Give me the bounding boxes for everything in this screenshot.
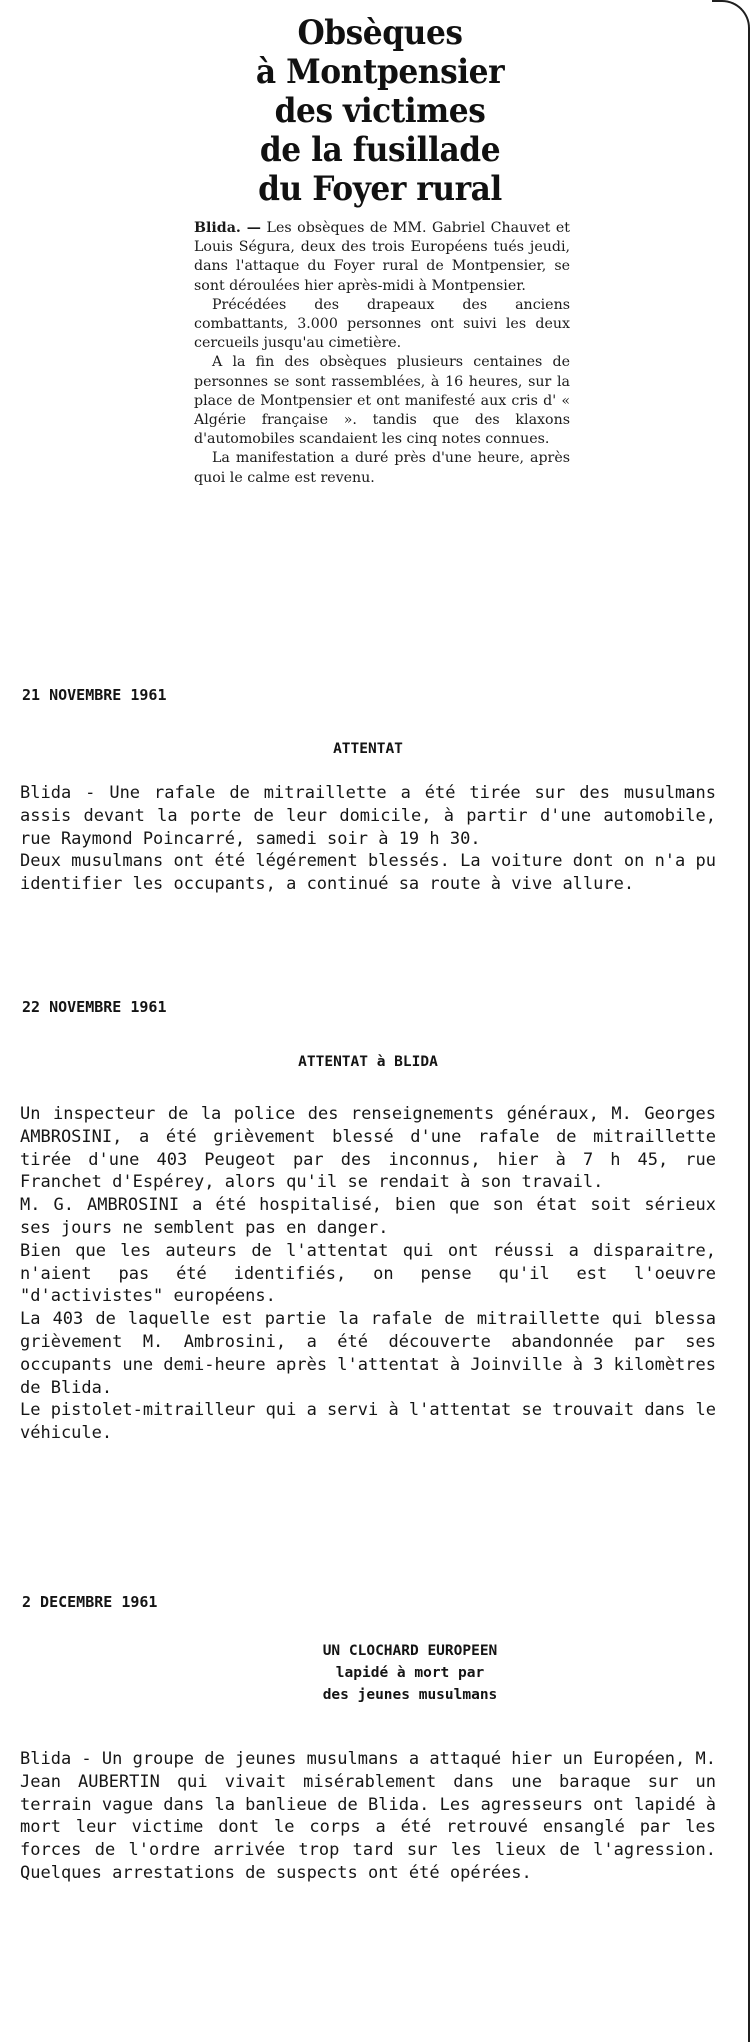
entry-paragraph: Bien que les auteurs de l'attentat qui ont réussi a disparaitre, n'aient pas été identifiés, on pense qu'il est l'oeuvre "d'activistes" européens. — [20, 1240, 716, 1307]
entry-heading-line: ATTENTAT à BLIDA — [298, 1054, 438, 1070]
clipping-place: Blida. — — [194, 220, 261, 236]
entry-heading-line: des jeunes musulmans — [322, 1687, 498, 1703]
entry-paragraph: Blida - Une rafale de mitraillette a été tirée sur des musulmans assis devant la porte de leur domicile, à partir d'une automobile, rue Raymond Poincarré, samedi soir à 19 h 30. — [20, 783, 716, 849]
entry-date: 22 NOVEMBRE 1961 — [22, 998, 167, 1016]
entry-paragraph: Blida - Un groupe de jeunes musulmans a attaqué hier un Européen, M. Jean AUBERTIN qui vivait misérablement dans une baraque sur un terrain vague dans la banlieue de Blida. Les agresseurs ont lapidé à mort leur victime dont le corps a été retrouvé ensanglé par les forces de l'ordre arrivée trop tard sur les lieux de l'agression. Quelques arrestations de suspects ont été opérées. — [20, 1749, 716, 1883]
entry-paragraph: Le pistolet-mitrailleur qui a servi à l'attentat se trouvait dans le véhicule. — [20, 1400, 716, 1444]
entry-heading-line: ATTENTAT — [333, 741, 403, 757]
newspaper-clipping — [190, 14, 570, 488]
entry-text — [20, 1748, 716, 1885]
headline-line: à Montpensier — [255, 52, 505, 92]
entry-heading — [160, 1640, 660, 1706]
entry-heading — [20, 738, 716, 760]
entry-paragraph: Deux musulmans ont été légérement blessés. La voiture dont on n'a pu identifier les occupants, a continué sa route à vive allure. — [20, 851, 716, 895]
entry-paragraph: M. G. AMBROSINI a été hospitalisé, bien que son état soit sérieux ses jours ne semblent pas en danger. — [20, 1195, 716, 1238]
headline-line: Obsèques — [297, 13, 463, 53]
clipping-body — [190, 219, 570, 488]
entry-text — [20, 782, 716, 896]
entry-paragraph: La 403 de laquelle est partie la rafale de mitraillette qui blessa grièvement M. Ambrosini, a été découverte abandonnée par ses occupants une demi-heure après l'attentat à Joinville à 3 kilomètres de Blida. — [20, 1309, 716, 1398]
entry-heading — [20, 1051, 716, 1073]
clipping-paragraph: La manifestation a duré près d'une heure, après quoi le calme est revenu. — [194, 450, 570, 486]
entry-paragraph: Un inspecteur de la police des renseignements généraux, M. Georges AMBROSINI, a été grièvement blessé d'une rafale de mitraillette tirée d'une 403 Peugeot par des inconnus, hier à 7 h 45, rue Franchet d'Espérey, alors qu'il se rendait à son travail. — [20, 1104, 716, 1193]
entry-heading-line: lapidé à mort par — [335, 1665, 485, 1681]
entry-date: 21 NOVEMBRE 1961 — [22, 686, 167, 704]
clipping-paragraph: Blida. — Les obsèques de MM. Gabriel Chauvet et Louis Ségura, deux des trois Européens tués jeudi, dans l'attaque du Foyer rural de Montpensier, se sont déroulées hier après-midi à Montpensier. — [194, 220, 571, 294]
clipping-headline — [190, 14, 570, 209]
headline-line: des victimes — [274, 91, 486, 131]
headline-line: de la fusillade — [259, 130, 501, 170]
page-edge-border — [712, 0, 750, 2042]
entry-text — [20, 1103, 716, 1445]
entry-date: 2 DECEMBRE 1961 — [22, 1593, 158, 1611]
headline-line: du Foyer rural — [258, 169, 502, 209]
clipping-paragraph: A la fin des obsèques plusieurs centaines de personnes se sont rassemblées, à 16 heures, sur la place de Montpensier et ont manifesté aux cris d' « Algérie française ». tandis que des klaxons d'automobiles scandaient les cinq notes connues. — [194, 354, 570, 448]
clipping-paragraph: Précédées des drapeaux des anciens combattants, 3.000 personnes ont suivi les deux cercueils jusqu'au cimetière. — [194, 296, 570, 352]
entry-heading-line: UN CLOCHARD EUROPEEN — [322, 1643, 498, 1659]
